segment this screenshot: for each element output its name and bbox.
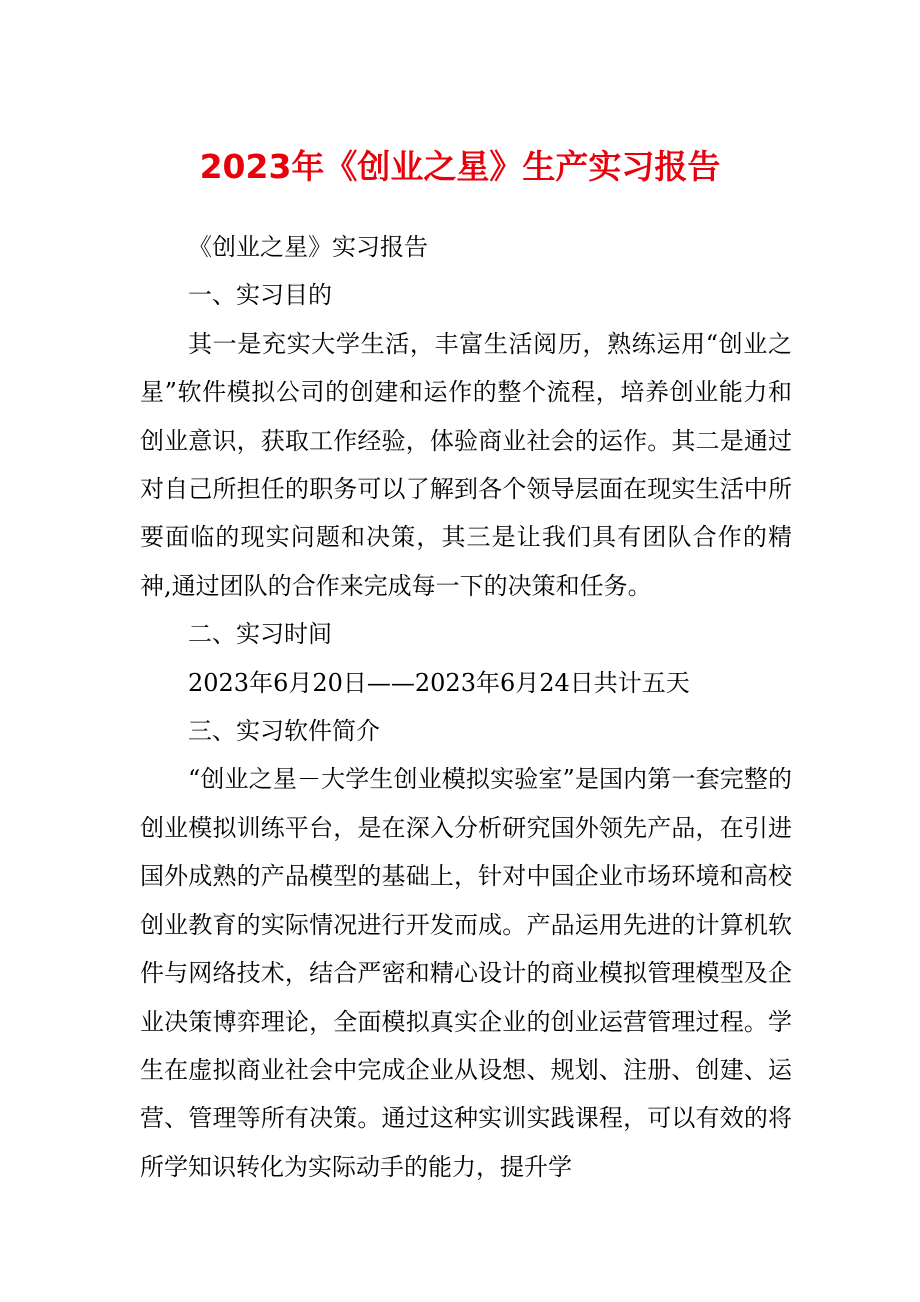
paragraph-purpose: 其一是充实大学生活，丰富生活阅历，熟练运用“创业之星”软件模拟公司的创建和运作的整个流程，培养创业能力和创业意识，获取工作经验，体验商业社会的运作。其二是通过对自己所担任的职务可以了解到各个领导层面在现实生活中所要面临的现实问题和决策，其三是让我们具有团队合作的精神,通过团队的合作来完成每一下的决策和任务。 bbox=[140, 329, 792, 600]
paragraph-time: 2023年6月20日——2023年6月24日共计五天 bbox=[188, 668, 690, 697]
section-heading-software: 三、实习软件简介 bbox=[188, 717, 380, 746]
paragraph-software: “创业之星－大学生创业模拟实验室”是国内第一套完整的创业模拟训练平台，是在深入分析研究国外领先产品，在引进国外成熟的产品模型的基础上，针对中国企业市场环境和高校创业教育的实际情况进行开发而成。产品运用先进的计算机软件与网络技术，结合严密和精心设计的商业模拟管理模型及企业决策博弈理论，全面模拟真实企业的创业运营管理过程。学生在虚拟商业社会中完成企业从设想、规划、注册、创建、运营、管理等所有决策。通过这种实训实践课程，可以有效的将所学知识转化为实际动手的能力，提升学 bbox=[140, 765, 792, 1181]
report-subtitle: 《创业之星》实习报告 bbox=[188, 233, 428, 261]
section-heading-time: 二、实习时间 bbox=[188, 620, 332, 649]
document-title: 2023年《创业之星》生产实习报告 bbox=[199, 147, 721, 186]
section-heading-purpose: 一、实习目的 bbox=[188, 281, 332, 310]
document-body bbox=[140, 223, 792, 1191]
